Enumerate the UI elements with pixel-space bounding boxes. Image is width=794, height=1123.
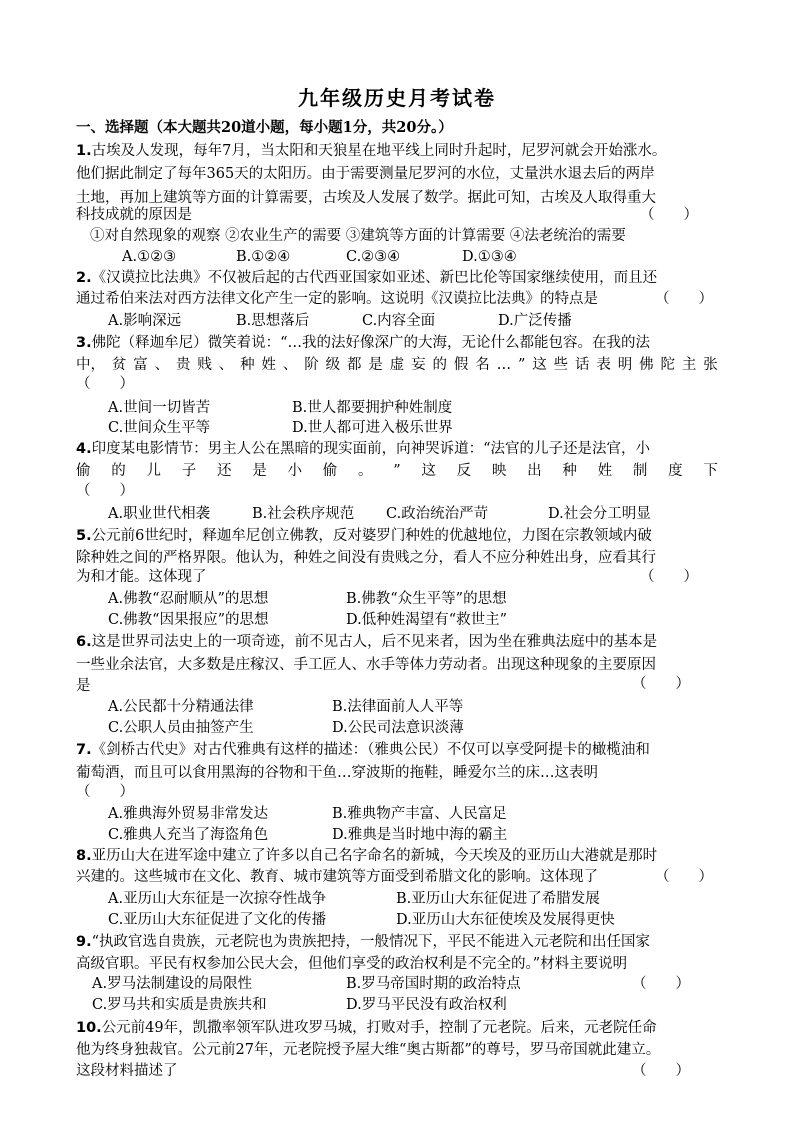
- answer-bracket[interactable]: （ ）: [76, 483, 134, 499]
- option-c[interactable]: C.罗马共和实质是贵族共和: [92, 997, 267, 1013]
- question-10-line-1: 10.公元前49年，凯撒率领军队进攻罗马城，打败对手，控制了元老院。后来，元老院任命: [76, 1020, 657, 1036]
- option-d[interactable]: D.低种姓渴望有“救世主”: [346, 612, 508, 628]
- question-number: 3.: [76, 335, 92, 351]
- option-c[interactable]: C.雅典人充当了海盗角色: [108, 827, 269, 843]
- question-number: 9.: [76, 934, 92, 950]
- option-b[interactable]: B.雅典物产丰富、人民富足: [332, 806, 507, 822]
- question-2-line-2: 通过希伯来法对西方法律文化产生一定的影响。这说明《汉谟拉比法典》的特点是: [76, 291, 598, 307]
- option-a[interactable]: A.亚历山大东征是一次掠夺性战争: [108, 891, 327, 907]
- option-b[interactable]: B.社会秩序规范: [252, 506, 355, 522]
- question-1-line-1: 1.古埃及人发现，每年7月，当太阳和天狼星在地平线上同时升起时，尼罗河就会开始涨水。: [76, 143, 667, 159]
- question-number: 4.: [76, 441, 92, 457]
- question-4-line-2: 偷 的 儿 子 还 是 小 偷 。 ” 这 反 映 出 种 姓 制 度 下: [76, 463, 718, 479]
- answer-bracket[interactable]: （ ）: [655, 869, 713, 885]
- option-c[interactable]: C.亚历山大东征促进了文化的传播: [108, 912, 327, 928]
- exam-title: 九年级历史月考试卷: [298, 86, 496, 110]
- answer-bracket[interactable]: （ ）: [632, 1063, 690, 1079]
- answer-bracket[interactable]: （ ）: [632, 976, 690, 992]
- option-a[interactable]: A.公民都十分精通法律: [108, 699, 254, 715]
- question-number: 10.: [76, 1020, 102, 1036]
- option-d[interactable]: D.公民司法意识淡薄: [332, 720, 464, 736]
- question-3-line-1: 3.佛陀（释迦牟尼）微笑着说：“…我的法好像深广的大海，无论什么都能包容。在我的法: [76, 335, 651, 351]
- question-10-line-3: 这段材料描述了: [76, 1063, 178, 1079]
- option-b[interactable]: B.法律面前人人平等: [332, 699, 464, 715]
- question-1-line-4: 科技成就的原因是: [76, 207, 192, 223]
- question-number: 8.: [76, 848, 92, 864]
- option-d[interactable]: D.①③④: [462, 249, 517, 265]
- answer-bracket[interactable]: （ ）: [632, 676, 690, 692]
- option-d[interactable]: D.雅典是当时地中海的霸主: [332, 827, 508, 843]
- question-6-line-3: 是: [76, 678, 91, 694]
- question-number: 1.: [76, 143, 92, 159]
- option-a[interactable]: A.佛教“忍耐顺从”的思想: [108, 591, 269, 607]
- option-b[interactable]: B.亚历山大东征促进了希腊发展: [396, 891, 600, 907]
- question-9-line-2: 高级官职。平民有权参加公民大会，但他们享受的政治权利是不完全的。”材料主要说明: [76, 956, 628, 972]
- option-b[interactable]: B.世人都要拥护种姓制度: [292, 400, 453, 416]
- question-6-line-1: 6.这是世界司法史上的一项奇迹，前不见古人，后不见来者，因为坐在雅典法庭中的基本是: [76, 634, 658, 650]
- option-a[interactable]: A.世间一切皆苦: [108, 400, 211, 416]
- option-d[interactable]: D.广泛传播: [498, 313, 572, 329]
- option-a[interactable]: A.罗马法制建设的局限性: [92, 976, 253, 992]
- option-b[interactable]: B.①②④: [236, 249, 291, 265]
- option-a[interactable]: A.职业世代相袭: [108, 506, 211, 522]
- question-8-line-2: 兴建的。这些城市在文化、教育、城市建筑等方面受到希腊文化的影响。这体现了: [76, 869, 598, 885]
- option-c[interactable]: C.佛教“因果报应”的思想: [108, 612, 269, 628]
- option-d[interactable]: D.罗马平民没有政治权利: [346, 997, 507, 1013]
- question-number: 6.: [76, 634, 92, 650]
- question-4-line-1: 4.印度某电影情节：男主人公在黑暗的现实面前，向神哭诉道：“法官的儿子还是法官，小: [76, 441, 651, 457]
- answer-bracket[interactable]: （ ）: [640, 207, 698, 223]
- question-3-line-2: 中， 贫 富 、 贵 贱 、 种 姓 、 阶 级 都 是 虚 妄 的 假 名 … ” 这 些 话 表 明 佛 陀 主 张: [76, 357, 718, 373]
- option-b[interactable]: B.罗马帝国时期的政治特点: [346, 976, 521, 992]
- question-1-items: ①对自然现象的观察 ②农业生产的需要 ③建筑等方面的计算需要 ④法老统治的需要: [90, 228, 626, 244]
- section-heading: 一、选择题（本大题共20道小题，每小题1分，共20分。）: [76, 119, 453, 136]
- option-b[interactable]: B.佛教“众生平等”的思想: [346, 591, 507, 607]
- answer-bracket[interactable]: （ ）: [640, 569, 698, 585]
- question-6-line-2: 一些业余法官，大多数是庄稼汉、手工匠人、水手等体力劳动者。出现这种现象的主要原因: [76, 657, 656, 673]
- question-5-line-1: 5.公元前6世纪时，释迦牟尼创立佛教，反对婆罗门种姓的优越地位，力图在宗教领域内破: [76, 528, 652, 544]
- question-2-line-1: 2.《汉谟拉比法典》不仅被后起的古代西亚国家如亚述、新巴比伦等国家继续使用，而且还: [76, 270, 658, 286]
- question-number: 5.: [76, 528, 92, 544]
- option-a[interactable]: A.雅典海外贸易非常发达: [108, 806, 269, 822]
- option-c[interactable]: C.内容全面: [362, 313, 436, 329]
- question-8-line-1: 8.亚历山大在进军途中建立了许多以自己名字命名的新城，今天埃及的亚历山大港就是那时: [76, 848, 658, 864]
- option-b[interactable]: B.思想落后: [236, 313, 310, 329]
- question-1-line-2: 他们据此制定了每年365天的太阳历。由于需要测量尼罗河的水位，丈量洪水退去后的两岸: [76, 166, 655, 182]
- option-a[interactable]: A.①②③: [122, 249, 177, 265]
- question-number: 7.: [76, 742, 92, 758]
- option-c[interactable]: C.政治统治严苛: [386, 506, 489, 522]
- option-d[interactable]: D.世人都可进入极乐世界: [292, 420, 453, 436]
- question-5-line-2: 除种姓之间的严格界限。他认为，种姓之间没有贵贱之分，看人不应分种姓出身，应看其行: [76, 550, 656, 566]
- question-number: 2.: [76, 270, 92, 286]
- question-5-line-3: 为和才能。这体现了: [76, 569, 207, 585]
- option-a[interactable]: A.影响深远: [108, 313, 182, 329]
- option-d[interactable]: D.社会分工明显: [548, 506, 651, 522]
- answer-bracket[interactable]: （ ）: [76, 376, 134, 392]
- question-10-line-2: 他为终身独裁官。公元前27年，元老院授予屋大维“奥古斯都”的尊号，罗马帝国就此建立。: [76, 1042, 661, 1058]
- option-c[interactable]: C.公职人员由抽签产生: [108, 720, 254, 736]
- question-7-line-2: 葡萄酒，而且可以食用黑海的谷物和干鱼…穿波斯的拖鞋，睡爱尔兰的床…这表明: [76, 765, 598, 781]
- option-c[interactable]: C.世间众生平等: [108, 420, 211, 436]
- answer-bracket[interactable]: （ ）: [76, 784, 134, 800]
- option-d[interactable]: D.亚历山大东征使埃及发展得更快: [396, 912, 615, 928]
- option-c[interactable]: C.②③④: [346, 249, 401, 265]
- question-9-line-1: 9.“执政官选自贵族，元老院也为贵族把持，一般情况下，平民不能进入元老院和出任国家: [76, 934, 651, 950]
- question-1-line-3: 土地，再加上建筑等方面的计算需要，古埃及人发展了数学。据此可知，古埃及人取得重大: [76, 190, 656, 206]
- question-7-line-1: 7.《剑桥古代史》对古代雅典有这样的描述：（雅典公民）不仅可以享受阿提卡的橄榄油和: [76, 742, 650, 758]
- answer-bracket[interactable]: （ ）: [655, 291, 713, 307]
